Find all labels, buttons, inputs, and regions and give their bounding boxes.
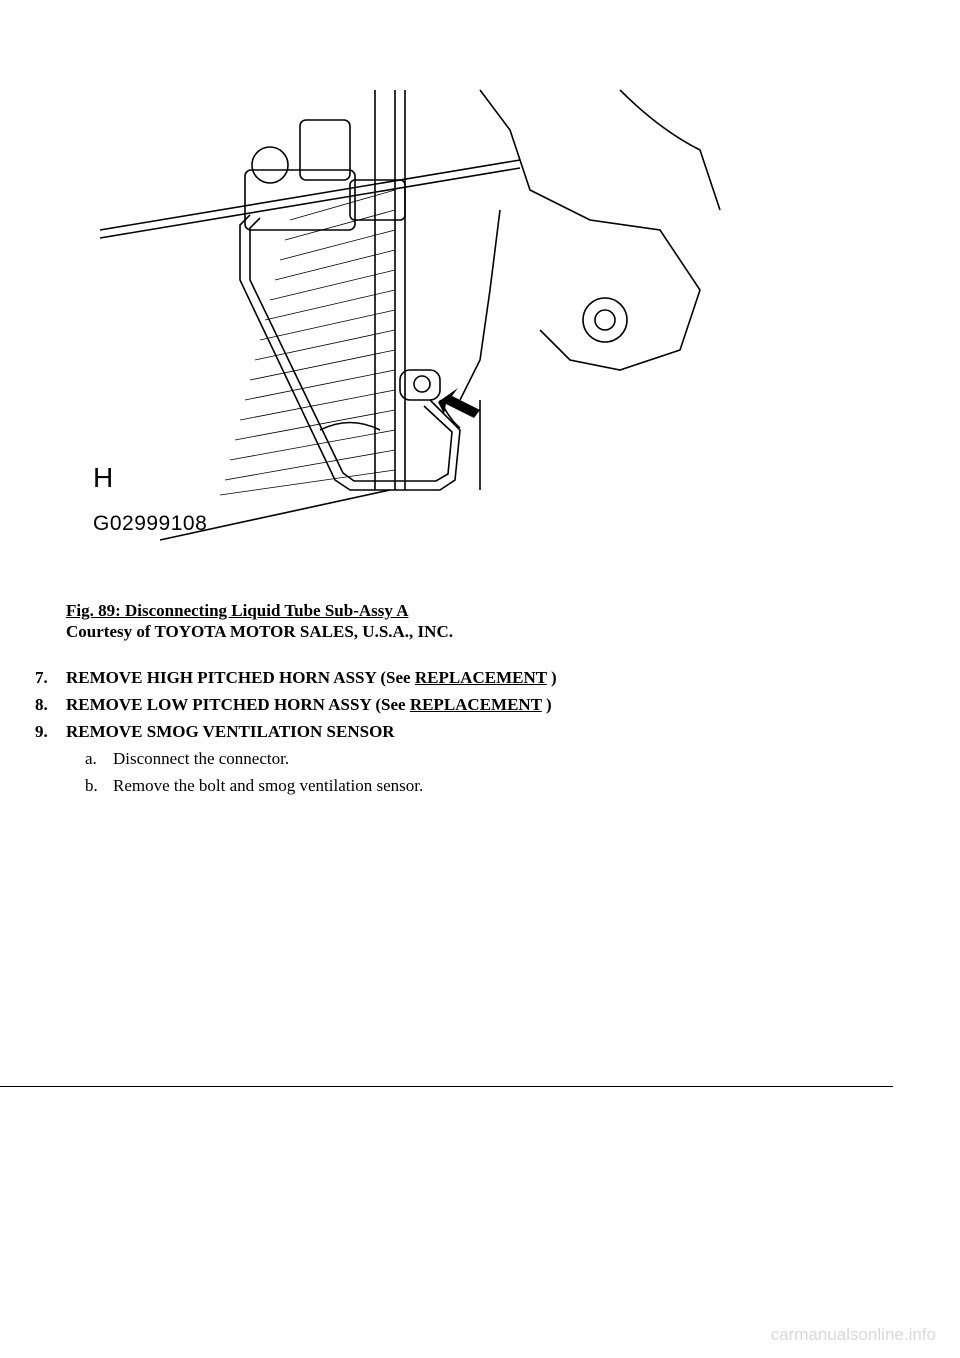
- step-number: 9.: [35, 722, 48, 741]
- step-text: REMOVE HIGH PITCHED HORN ASSY (See REPLACEMENT ): [66, 668, 557, 687]
- substep-text: Disconnect the connector.: [113, 749, 290, 768]
- figure-code: G02999108: [93, 512, 208, 535]
- substep-text: Remove the bolt and smog ventilation sensor.: [113, 776, 424, 795]
- step-number: 7.: [35, 668, 48, 687]
- liquid-tube-diagram: [60, 70, 780, 550]
- figure-letter: H: [93, 462, 114, 493]
- figure-caption: [66, 600, 453, 642]
- substep-letter: a.: [85, 749, 97, 768]
- replacement-link[interactable]: REPLACEMENT: [414, 668, 547, 687]
- step-text: REMOVE SMOG VENTILATION SENSOR: [66, 722, 395, 741]
- replacement-link[interactable]: REPLACEMENT: [409, 695, 542, 714]
- caption-title[interactable]: Fig. 89: Disconnecting Liquid Tube Sub-Assy A: [66, 601, 409, 620]
- caption-credit: Courtesy of TOYOTA MOTOR SALES, U.S.A., INC.: [66, 622, 453, 641]
- figure-illustration: [60, 70, 780, 550]
- step-text: REMOVE LOW PITCHED HORN ASSY (See REPLACEMENT ): [66, 695, 552, 714]
- substep-letter: b.: [85, 776, 98, 795]
- page-divider: [0, 1086, 893, 1087]
- site-watermark: carmanualsonline.info: [770, 1325, 936, 1344]
- step-number: 8.: [35, 695, 48, 714]
